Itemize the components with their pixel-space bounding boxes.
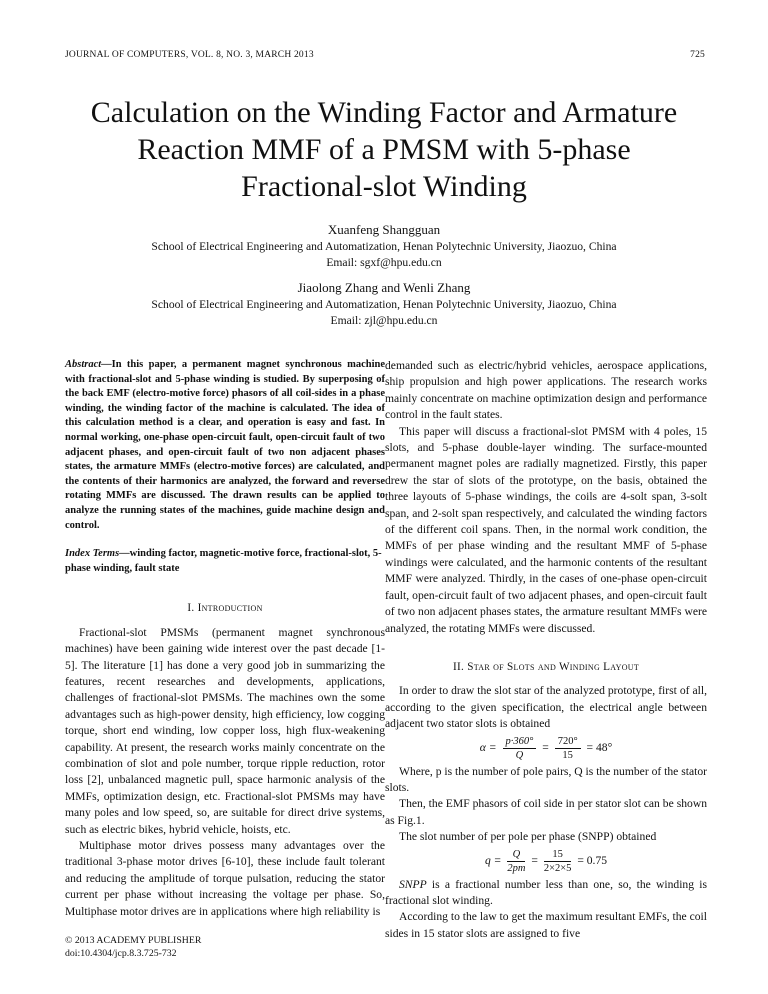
index-terms xyxy=(65,547,385,576)
abstract-text: —In this paper, a permanent magnet synchronous machine with fractional-slot and 5-phase winding is studied. By superposing of the back EMF (electro-motive force) phasors of all coil-sides in a phase winding, the winding factor of the machine is calculated. The idea of this calculation method is a clear, and operation is easy and fast. In normal working, one-phase open-circuit fault, open-circuit fault of two adjacent phases, and open-circuit fault of two non adjacent phases states, the armature MMFs (electro-motive forces) are calculated, and the contents of their harmonics are analyzed, the forward and reverse rotating MMFs are discussed. The drawn results can be applied to analyze the running states of the machines, guide machine design and control. xyxy=(65,359,385,531)
equation-q: q = $\frac{Q}{2pm}$ = $\frac{15}{2\times 2\times 5}$ = 0.75 xyxy=(484,848,608,874)
author-affiliation-2: School of Electrical Engineering and Automatization, Henan Polytechnic University, Jiaozuo, China xyxy=(151,298,617,311)
footer xyxy=(65,934,201,960)
paragraph: Then, the EMF phasors of coil side in per stator slot can be shown as Fig.1. xyxy=(385,797,707,827)
journal-name: JOURNAL OF COMPUTERS, VOL. 8, NO. 3, MARCH 2013 xyxy=(65,50,314,60)
abstract xyxy=(65,358,385,533)
author-names-1: Xuanfeng Shangguan xyxy=(327,222,441,237)
title-line: Calculation on the Winding Factor and Armature xyxy=(90,96,678,129)
author-email-2: Email: zjl@hpu.edu.cn xyxy=(330,314,438,327)
title-line: Reaction MMF of a PMSM with 5-phase xyxy=(137,133,631,166)
paragraph: SNPP is a fractional number less than one, so, the winding is fractional slot winding. xyxy=(385,877,707,907)
author-names-2: Jiaolong Zhang and Wenli Zhang xyxy=(297,280,471,295)
fraction: $\frac{p\cdot 360^\circ}{Q}$ xyxy=(503,735,537,762)
fraction: $\frac{720^\circ}{15}$ xyxy=(555,735,581,762)
fraction: $\frac{15}{2\times 2\times 5}$ xyxy=(543,848,572,874)
publisher-copyright: © 2013 ACADEMY PUBLISHER xyxy=(65,935,202,946)
author-affiliation-1: School of Electrical Engineering and Automatization, Henan Polytechnic University, Jiaozuo, China xyxy=(151,240,617,253)
section-heading-star-of-slots: II. Star of Slots and Winding Layout xyxy=(452,660,640,673)
paragraph: This paper will discuss a fractional-slot PMSM with 4 poles, 15 slots, and 5-phase double-layer winding. The surface-mounted permanent magnet poles are radially magnetized. Firstly, this paper drew the star of slots of the prototype, on the basis, obtained the three layouts of 5-phase windings, the coils are 4-solt span, 3-solt span, and 2-solt span respectively, and calculated the winding factors of the different coil spans. Then, in the normal work condition, the MMFs of per phase winding and the resultant MMF of 5-phase windings were calculated, and the harmonic contents of the resultant MMF were analyzed. Thirdly, in the cases of one-phase open-circuit fault, open-circuit fault of two adjacent phases, and open-circuit fault of two non adjacent phases states, the armature resultant MMFs were analyzed, the rotating MMFs were discussed. xyxy=(385,424,707,635)
paragraph: Multiphase motor drives possess many advantages over the traditional 3-phase motor drives [6-10], these include fault tolerant and reducing the amplitude of torque pulsation, reducing the stator current per phase without increasing the voltage per phase. So, Multiphase motor drives are in applications where high reliability is xyxy=(65,839,385,918)
fraction: $\frac{Q}{2pm}$ xyxy=(507,848,526,874)
paragraph: In order to draw the slot star of the analyzed prototype, first of all, according to the given specification, the electrical angle between adjacent two stator slots is obtained xyxy=(385,684,707,731)
page-number: 725 xyxy=(690,50,705,60)
author-email-1: Email: sgxf@hpu.edu.cn xyxy=(326,256,442,269)
running-header xyxy=(65,50,705,64)
title-line: Fractional-slot Winding xyxy=(241,170,527,203)
index-terms-label: Index Terms xyxy=(65,548,120,560)
paragraph: According to the law to get the maximum resultant EMFs, the coil sides in 15 stator slots are assigned to five xyxy=(385,910,707,940)
equation-alpha: α = $\frac{p\cdot 360^\circ}{Q}$ = $\frac{720^\circ}{15}$ = 48° xyxy=(479,735,613,761)
left-column xyxy=(65,358,385,920)
index-terms-text: —winding factor, magnetic-motive force, fractional-slot, 5-phase winding, fault state xyxy=(65,548,382,574)
doi: doi:10.4304/jcp.8.3.725-732 xyxy=(65,948,177,959)
paragraph: Where, p is the number of pole pairs, Q is the number of the stator slots. xyxy=(385,764,707,794)
paragraph: Fractional-slot PMSMs (permanent magnet synchronous machines) have been gaining wide interest over the past decade [1-5]. The literature [1] has done a very good job in summarizing the features, recent researches and developments, applications, challenges of fractional-slot PMSMs. The machines own the some advantages such as high-power density, high efficiency, low cogging torque, short end winding, low copper loss, high flux-weakening capability. At present, the research works mainly concentrate on the combination of slot and pole number, torque ripple reduction, rotor loss [2], unbalanced magnetic pull, space harmonic analysis of the MMFs, optimization design, etc. Fractional-slot PMSMs may have many poles and low speed, so, are suitable for direct drive systems, such as electric bikes, hybrid vehicle, hoists, etc. xyxy=(65,625,385,836)
section-heading-introduction: I. Introduction xyxy=(187,602,263,615)
paragraph: The slot number of per pole per phase (SNPP) obtained xyxy=(399,830,657,844)
right-column xyxy=(385,358,707,942)
paragraph: demanded such as electric/hybrid vehicles, aerospace applications, ship propulsion and high power applications. The research works mainly concentrate on machine optimization design and performance control in the fault states. xyxy=(385,359,707,422)
abstract-label: Abstract xyxy=(65,359,102,370)
paper-title xyxy=(40,94,728,205)
